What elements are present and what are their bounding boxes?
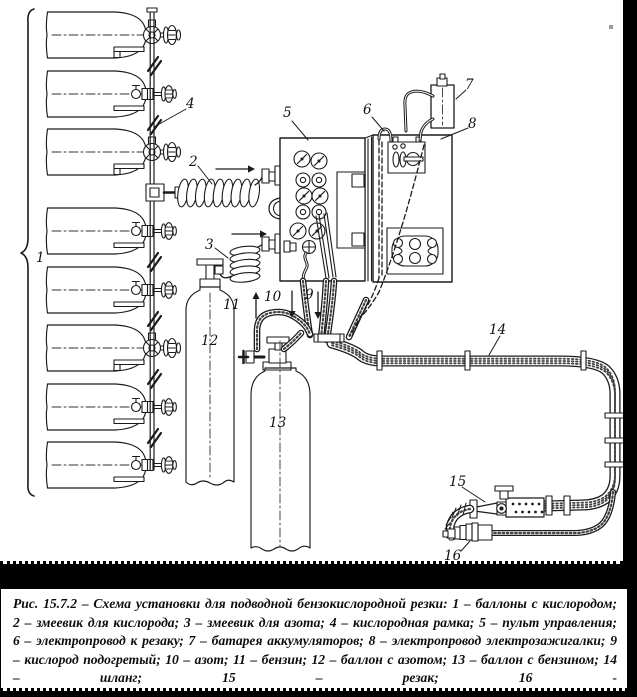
figure-label-8: 8	[468, 116, 477, 132]
figure-label-1: 1	[36, 250, 45, 266]
figure-label-3: 3	[205, 237, 214, 253]
gasoline-cylinder	[239, 337, 310, 551]
control-panel	[269, 135, 452, 282]
figure-label-14: 14	[489, 322, 507, 338]
figure-label-2: 2	[189, 154, 198, 170]
figure-caption: Рис. 15.7.2 – Схема установки для подводной бензокислородной резки: 1 – баллоны с кислородом; 2 – змеевик для кислорода; 3 – змеевик для азота; 4 – кислородная рамка; 5 – пульт управления; 6 – электропровод к резаку; 7 – батарея аккумуляторов; 8 – электропровод электрозажигалки; 9 – кислород подогретый; 10 – азот; 11 – бензин; 12 – баллон с азотом; 13 – баллон с бензином; 14 – шланг; 15 – резак; 16 -	[13, 596, 617, 686]
oxygen-cylinder-bank	[46, 12, 180, 488]
figure-label-10: 10	[264, 289, 282, 305]
figure-label-16: 16	[444, 548, 462, 561]
figure-label-6: 6	[363, 102, 372, 118]
scan-artifact-dot	[609, 25, 613, 29]
figure-label-11: 11	[223, 297, 241, 313]
figure-label-13: 13	[269, 415, 287, 431]
figure-label-9: 9	[305, 287, 314, 303]
figure-label-7: 7	[465, 77, 474, 93]
battery-box	[379, 74, 454, 141]
figure-label-15: 15	[449, 474, 467, 490]
nitrogen-cylinder	[186, 259, 234, 485]
caption-box	[0, 588, 628, 691]
cylinder-bank-brace	[21, 9, 34, 496]
nitrogen-coil	[219, 234, 282, 284]
figure-label-5: 5	[283, 105, 292, 121]
figure-label-4: 4	[186, 96, 195, 112]
hose-bundle	[257, 281, 623, 533]
oxygen-coil	[176, 166, 282, 208]
figure-label-12: 12	[201, 333, 219, 349]
